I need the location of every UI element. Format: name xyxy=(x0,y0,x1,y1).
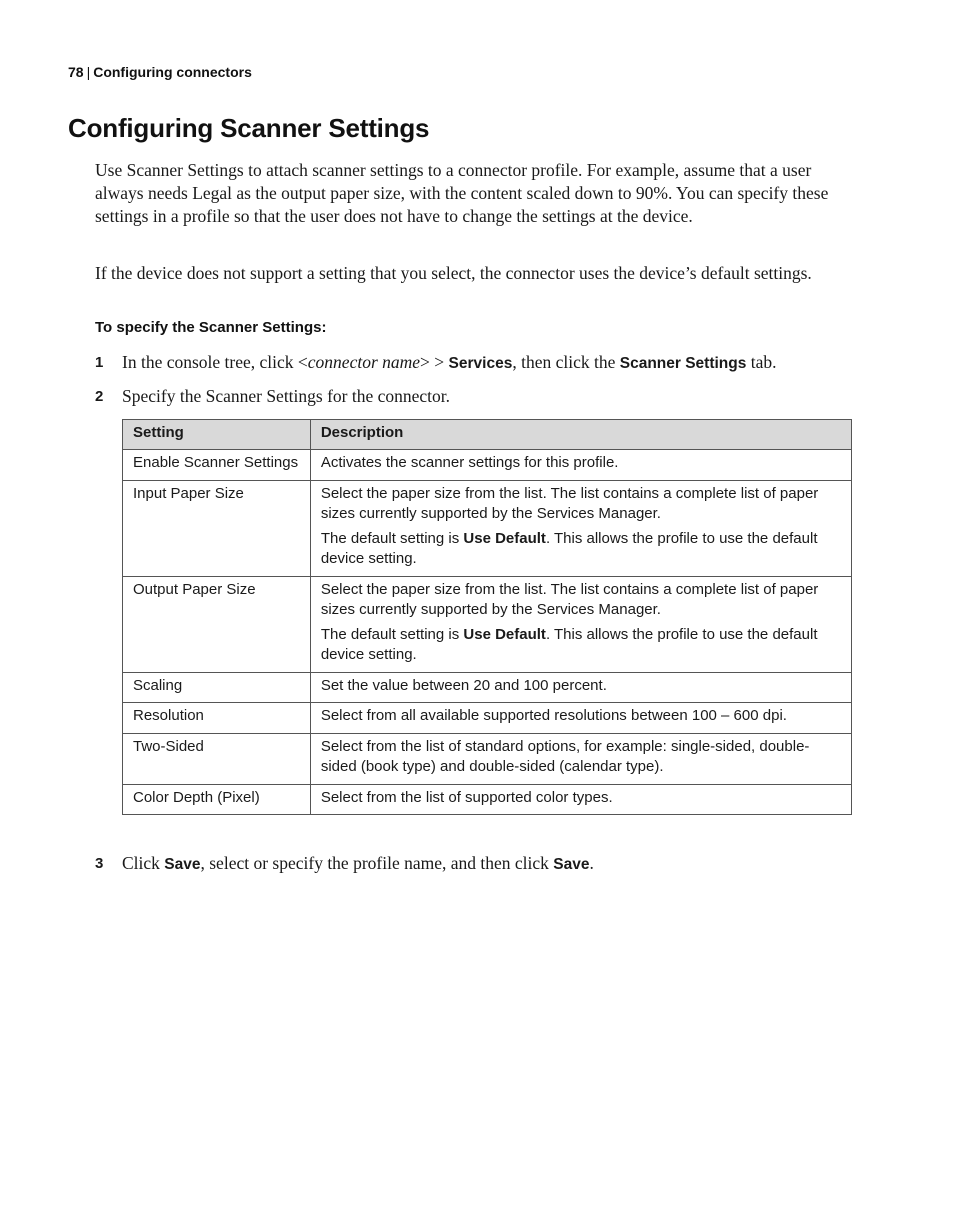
description-text: Select the paper size from the list. The list contains a complete list of paper sizes currently supported by the Services Manager. xyxy=(320,580,819,618)
header-separator: | xyxy=(86,64,91,80)
table-row xyxy=(123,703,852,734)
page-title: Configuring Scanner Settings xyxy=(68,113,430,143)
description-default-note xyxy=(321,625,841,666)
ui-term-use-default: Use Default xyxy=(463,625,546,643)
ui-term-services: Services xyxy=(448,355,513,372)
step-text: Specify the Scanner Settings for the connector. xyxy=(122,386,451,406)
table-row xyxy=(123,450,852,481)
description-cell xyxy=(310,672,851,703)
step-text-part: tab. xyxy=(746,352,777,372)
description-text: Select from the list of supported color types. xyxy=(320,788,613,806)
step-text-part: > > xyxy=(420,352,449,372)
procedure-heading: To specify the Scanner Settings: xyxy=(95,319,327,336)
description-text: Select the paper size from the list. The list contains a complete list of paper sizes currently supported by the Services Manager. xyxy=(320,484,819,522)
step-number: 3 xyxy=(95,855,104,872)
description-text: Select from the list of standard options, for example: single-sided, double-sided (book type) and double-sided (calendar type). xyxy=(320,737,810,775)
step-text xyxy=(122,351,777,375)
setting-cell: Enable Scanner Settings xyxy=(123,450,311,481)
ui-term-scanner-settings: Scanner Settings xyxy=(619,355,747,372)
table-row xyxy=(123,672,852,703)
step-text-part: . xyxy=(589,853,594,873)
table-header-row xyxy=(123,420,852,450)
ui-term-save: Save xyxy=(164,856,201,873)
section-name: Configuring connectors xyxy=(93,64,252,80)
setting-cell: Input Paper Size xyxy=(123,480,311,576)
step-text-part: , then click the xyxy=(512,352,620,372)
description-text-part: . This allows the profile to use the default device setting. xyxy=(320,625,818,663)
column-header-setting: Setting xyxy=(123,420,311,450)
page-number: 78 xyxy=(68,64,84,80)
description-text: Activates the scanner settings for this profile. xyxy=(320,454,619,471)
description-cell xyxy=(310,703,851,734)
table-row xyxy=(123,784,852,815)
step-text-part: Click xyxy=(122,853,165,873)
description-cell xyxy=(310,480,851,576)
description-text-part: The default setting is xyxy=(320,529,464,547)
description-cell xyxy=(310,784,851,815)
description-default-note xyxy=(321,529,841,570)
setting-cell: Color Depth (Pixel) xyxy=(123,784,311,815)
placeholder-connector-name: connector name xyxy=(307,352,421,372)
description-text: Set the value between 20 and 100 percent. xyxy=(320,676,607,694)
setting-cell: Two-Sided xyxy=(123,733,311,784)
running-header xyxy=(68,64,252,80)
step-text-part: In the console tree, click < xyxy=(122,352,308,372)
step-text xyxy=(122,852,594,876)
setting-cell: Resolution xyxy=(123,703,311,734)
description-cell xyxy=(310,450,851,481)
intro-paragraph-2: If the device does not support a setting that you select, the connector uses the device’s default settings. xyxy=(95,263,812,283)
ui-term-use-default: Use Default xyxy=(463,529,546,547)
scanner-settings-table xyxy=(122,419,852,815)
step-text-part: , select or specify the profile name, and then click xyxy=(200,853,554,873)
step-number: 1 xyxy=(95,354,104,371)
column-header-description: Description xyxy=(310,420,851,450)
step-number: 2 xyxy=(95,388,104,405)
description-cell xyxy=(310,576,851,672)
table-row xyxy=(123,733,852,784)
description-text: Select from all available supported resolutions between 100 – 600 dpi. xyxy=(320,707,787,724)
setting-cell: Scaling xyxy=(123,672,311,703)
description-cell xyxy=(310,733,851,784)
table-row xyxy=(123,576,852,672)
description-text-part: . This allows the profile to use the default device setting. xyxy=(320,529,818,567)
intro-paragraph-1: Use Scanner Settings to attach scanner settings to a connector profile. For example, assume that a user always needs Legal as the output paper size, with the content scaled down to 90%. You can specify these settings in a profile so that the user does not have to change the settings at the device. xyxy=(95,160,829,226)
table-row xyxy=(123,480,852,576)
setting-cell: Output Paper Size xyxy=(123,576,311,672)
description-text-part: The default setting is xyxy=(320,625,464,643)
ui-term-save: Save xyxy=(553,856,590,873)
